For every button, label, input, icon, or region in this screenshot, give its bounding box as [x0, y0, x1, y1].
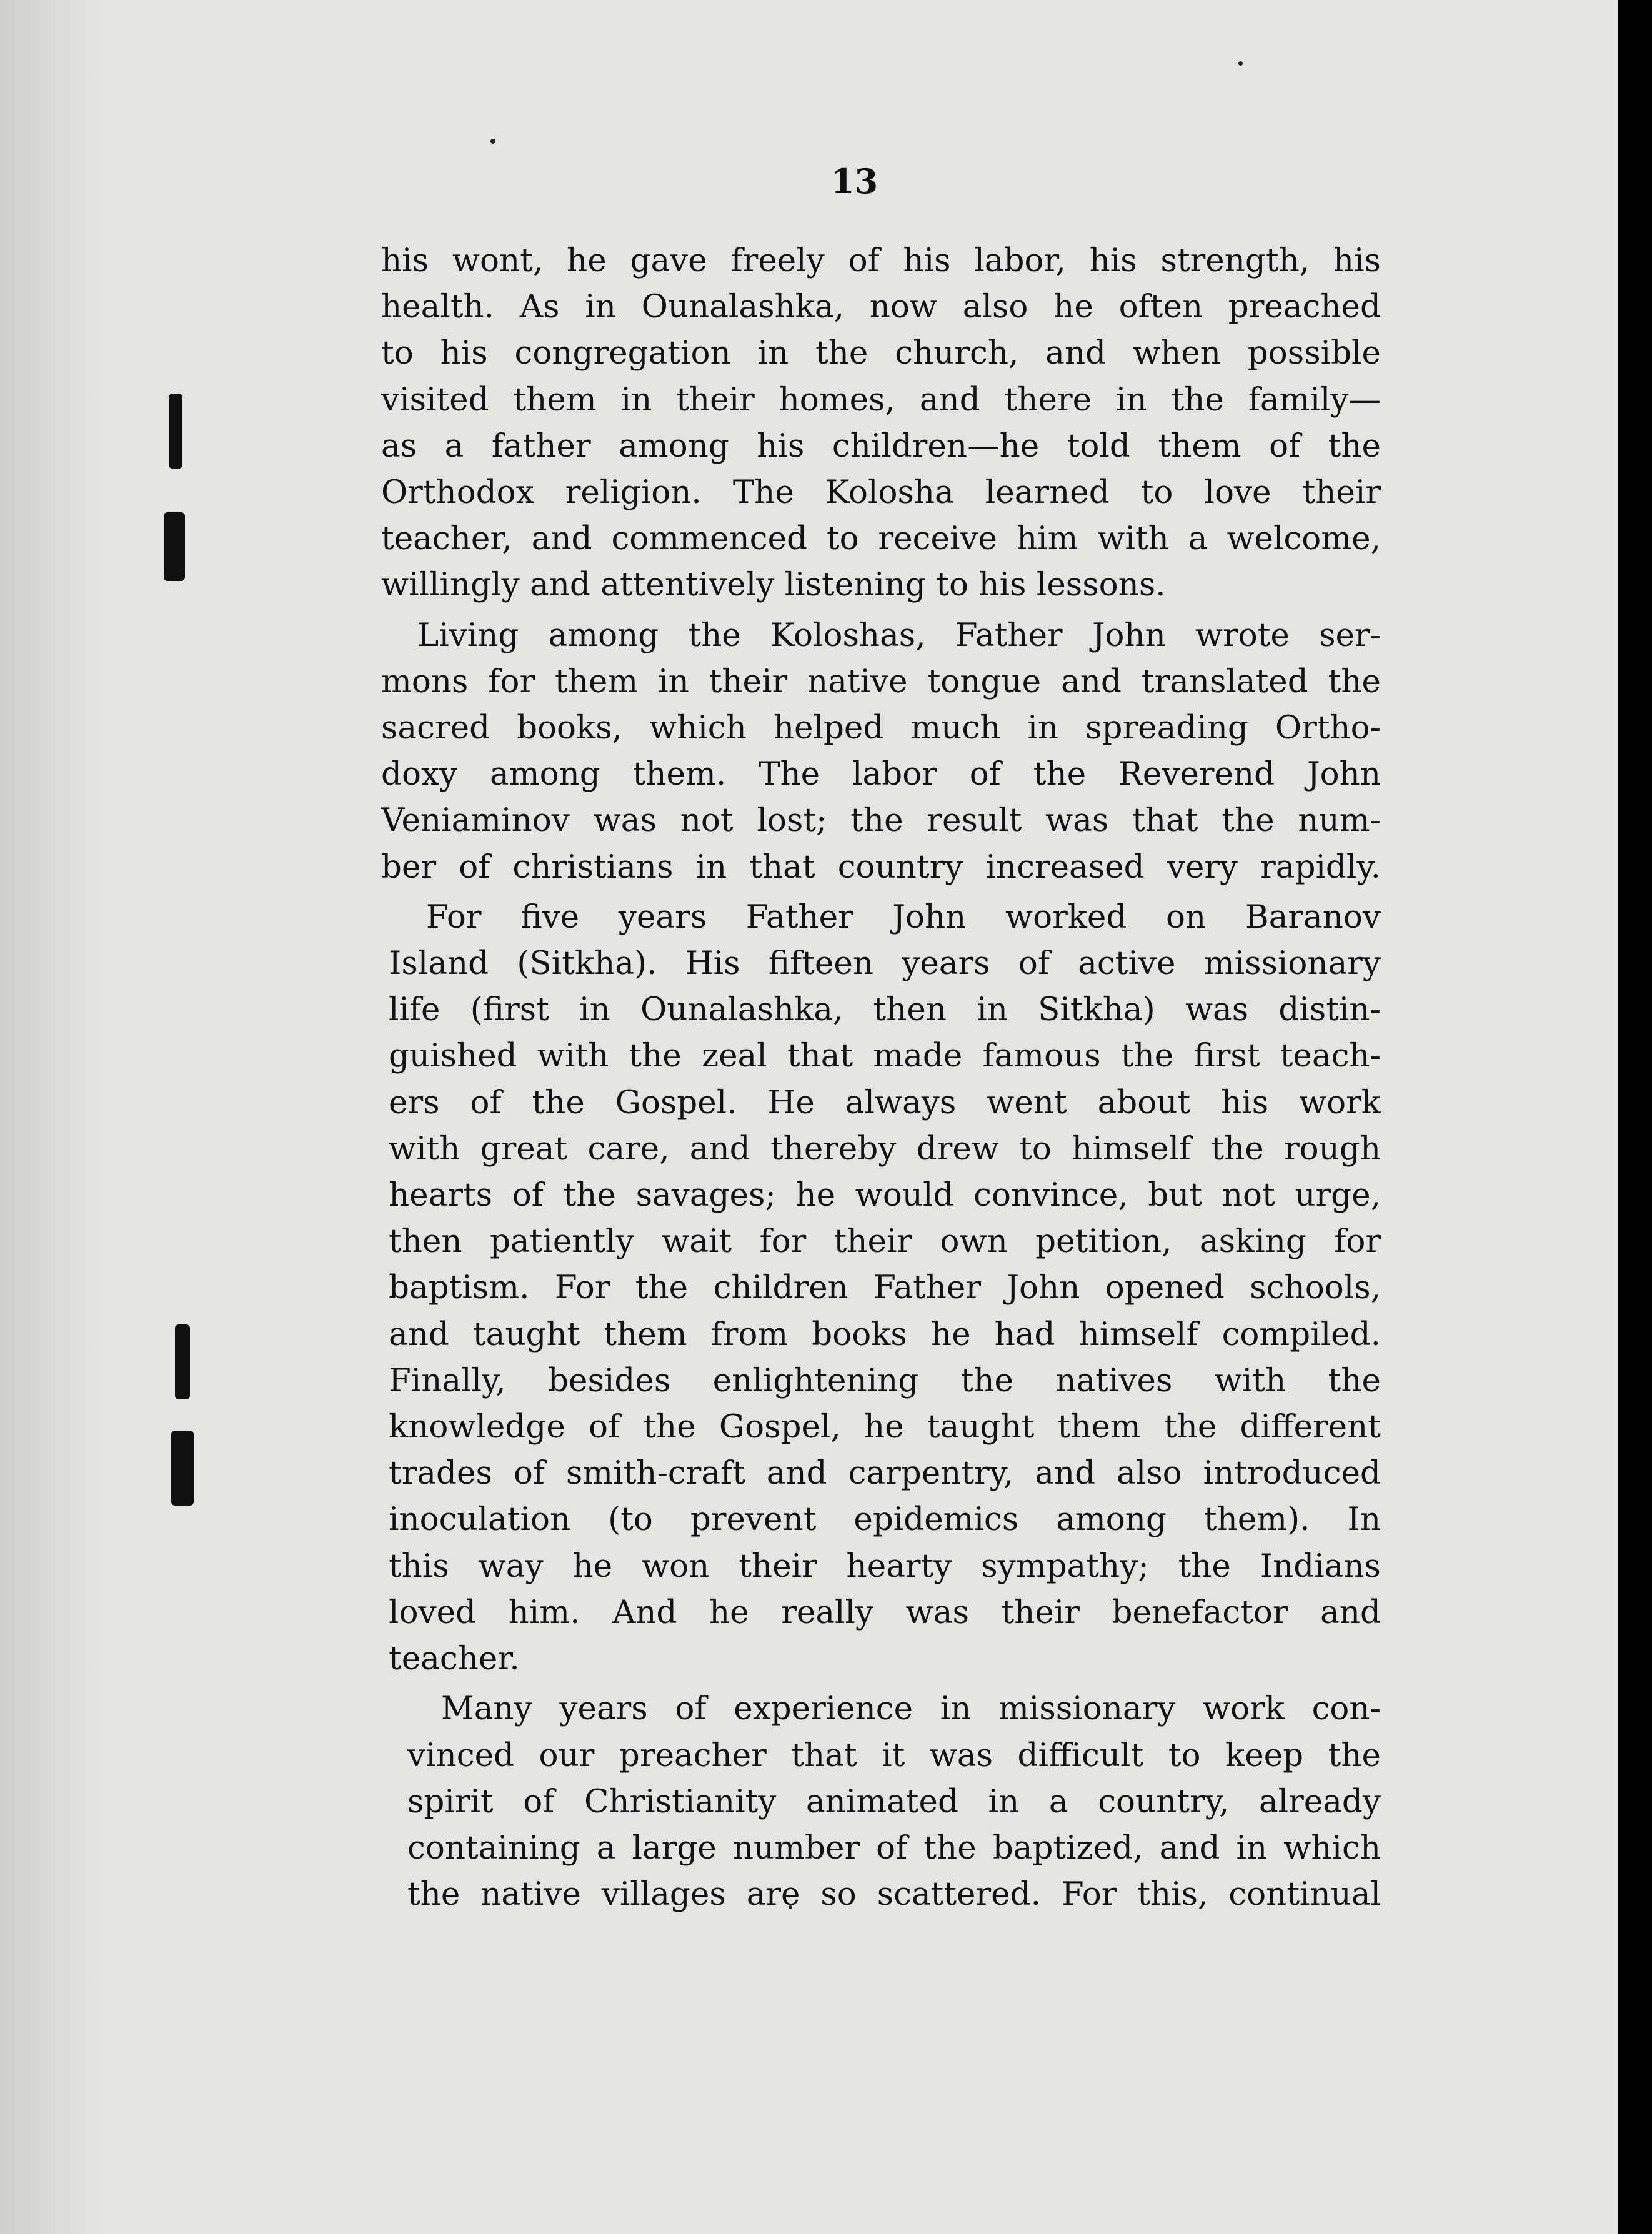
text-line: vinced our preacher that it was difficult to keep the	[407, 1736, 1381, 1774]
text-line: baptism. For the children Father John opened schools,	[389, 1269, 1381, 1307]
body-text	[381, 237, 1381, 1917]
text-line: guished with the zeal that made famous the first teach-	[389, 1037, 1381, 1075]
paragraph-cont	[381, 658, 1381, 890]
text-line: health. As in Ounalashka, now also he often preached	[381, 288, 1381, 326]
paragraph	[381, 612, 1381, 658]
text-line: to his congregation in the church, and when possible	[381, 334, 1381, 372]
text-line: visited them in their homes, and there in the family—	[381, 380, 1381, 419]
text-line: Veniaminov was not lost; the result was that the num-	[381, 802, 1381, 840]
text-line: spirit of Christianity animated in a country, already	[407, 1782, 1381, 1820]
paragraph-cont	[381, 1732, 1381, 1918]
text-line: ers of the Gospel. He always went about his work	[389, 1083, 1381, 1121]
text-line: with great care, and thereby drew to himself the rough	[389, 1129, 1381, 1168]
text-line: containing a large number of the baptized, and in which	[407, 1829, 1381, 1867]
text-line: sacred books, which helped much in spreading Ortho-	[381, 709, 1381, 747]
binding-mark	[171, 1431, 194, 1506]
text-line: Orthodox religion. The Kolosha learned to love their	[381, 474, 1381, 512]
text-line: inoculation (to prevent epidemics among them). In	[389, 1501, 1381, 1539]
text-line: mons for them in their native tongue and translated the	[381, 662, 1381, 700]
text-line: doxy among them. The labor of the Reverend John	[381, 755, 1381, 793]
text-line: hearts of the savages; he would convince, but not urge,	[389, 1176, 1381, 1214]
page-number: 13	[831, 161, 878, 201]
binding-mark	[169, 394, 182, 469]
text-line: Living among the Koloshas, Father John wrote ser-	[417, 616, 1381, 654]
text-line: this way he won their hearty sympathy; the Indians	[389, 1547, 1381, 1585]
text-line: his wont, he gave freely of his labor, his strength, his	[381, 242, 1381, 279]
binding-mark	[175, 1324, 190, 1399]
text-line: and taught them from books he had himself compiled.	[389, 1315, 1381, 1353]
paragraph	[381, 237, 1381, 608]
text-line: loved him. And he really was their benefactor and	[389, 1593, 1381, 1631]
text-line: teacher.	[389, 1640, 520, 1678]
text-line: then patiently wait for their own petition, asking for	[389, 1223, 1381, 1261]
text-line: Island (Sitkha). His fifteen years of active missionary	[389, 945, 1381, 983]
text-line: as a father among his children—he told them of the	[381, 427, 1381, 465]
paragraph	[381, 894, 1381, 940]
text-line: life (first in Ounalashka, then in Sitkha) was distin-	[389, 991, 1381, 1029]
text-line: willingly and attentively listening to his lessons.	[381, 566, 1166, 604]
text-line: the native villages are so scattered. For this, continual	[407, 1875, 1381, 1914]
speck	[1238, 61, 1243, 66]
text-line: trades of smith-craft and carpentry, and also introduced	[389, 1454, 1381, 1492]
page-shadow	[0, 0, 100, 2234]
text-line: Many years of experience in missionary work con-	[441, 1690, 1381, 1728]
paragraph-cont	[381, 940, 1381, 1682]
text-line: For five years Father John worked on Baranov	[426, 898, 1381, 936]
text-line: ber of christians in that country increased very rapidly.	[381, 848, 1381, 886]
paragraph	[381, 1685, 1381, 1732]
scan-border	[1618, 0, 1652, 2234]
text-line: knowledge of the Gospel, he taught them the different	[389, 1408, 1381, 1446]
text-line: teacher, and commenced to receive him with a welcome,	[381, 520, 1381, 558]
speck	[490, 139, 495, 144]
text-line: Finally, besides enlightening the natives with the	[389, 1361, 1381, 1399]
binding-mark	[164, 512, 185, 581]
